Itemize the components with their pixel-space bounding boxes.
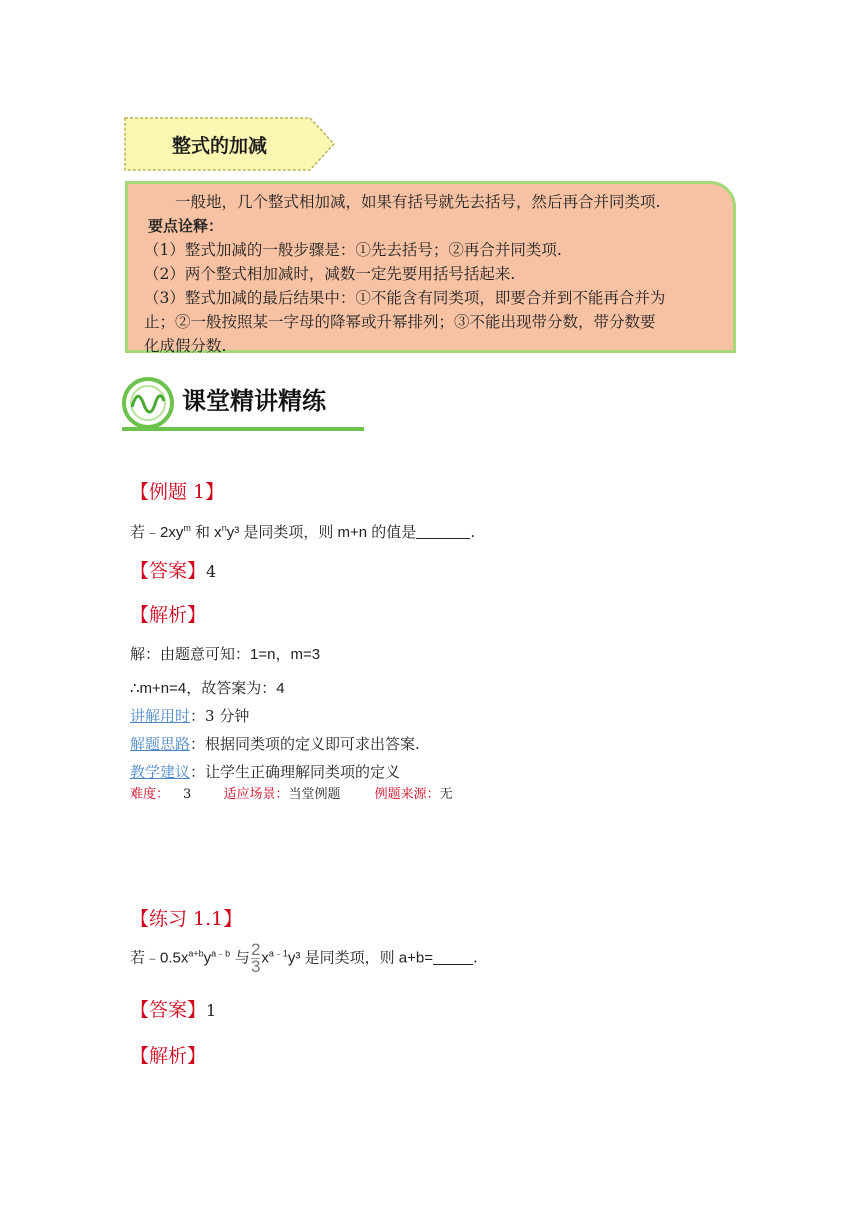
p-sup3: a﹣1 — [268, 948, 288, 959]
example1-question — [130, 521, 475, 542]
scene-value: 当堂例题 — [288, 787, 341, 802]
answer-label: 【答案】 — [130, 560, 207, 582]
fraction-two-thirds — [251, 942, 260, 975]
q-sup-n: n — [221, 523, 227, 533]
answer-blank — [433, 950, 473, 965]
idea-row — [130, 733, 420, 754]
q-end: . — [470, 523, 476, 541]
answer-value: 4 — [206, 562, 217, 581]
p-y: y — [203, 949, 212, 967]
q-prefix: 若﹣2xy — [130, 524, 184, 541]
answer-value: 1 — [206, 1001, 217, 1020]
idea-value: ：根据同类项的定义即可求出答案. — [190, 735, 420, 753]
note-line: 化成假分数. — [144, 337, 227, 355]
example1-heading: 【例题 1】 — [130, 481, 225, 503]
note-line: （1）整式加减的一般步骤是：①先去括号；②再合并同类项. — [144, 241, 562, 259]
note-line: （3）整式加减的最后结果中：①不能含有同类项，即要合并到不能再合并为 — [144, 289, 666, 307]
key-notes-box — [125, 181, 736, 353]
p-rest: y³ 是同类项，则 a+b= — [287, 949, 433, 967]
meta-row — [130, 783, 453, 802]
practice1-heading: 【练习 1.1】 — [130, 908, 243, 930]
q-mid2: y³ 是同类项，则 m+n 的值是 — [226, 524, 417, 541]
p-sup1: a+b — [188, 948, 204, 959]
practice1-analysis-label: 【解析】 — [130, 1045, 207, 1067]
p-x: x — [261, 949, 269, 967]
p-sup2: a﹣b — [211, 948, 231, 959]
time-row — [130, 705, 249, 726]
p-prefix: 若﹣0.5x — [130, 949, 189, 967]
keypoint-label: 要点诠释： — [148, 217, 224, 235]
source-value: 无 — [439, 787, 453, 802]
solution-line-1: 解：由题意可知：1=n，m=3 — [130, 646, 321, 663]
section-header — [120, 375, 365, 435]
note-line: 止；②一般按照某一字母的降幂或升幂排列；③不能出现带分数，带分数要 — [144, 313, 656, 331]
p-with: 与 — [230, 948, 250, 967]
example1-answer — [130, 556, 216, 583]
advice-row — [130, 761, 400, 782]
time-value: ：3 分钟 — [190, 707, 250, 725]
answer-label: 【答案】 — [130, 999, 207, 1021]
q-mid: 和 x — [190, 524, 222, 541]
source-label: 例题来源： — [374, 787, 440, 802]
q-sup-m: m — [183, 523, 191, 533]
solution-line-2: ∴m+n=4，故答案为：4 — [130, 680, 285, 697]
frac-den: 3 — [250, 957, 261, 976]
idea-label[interactable]: 解题思路 — [130, 735, 191, 753]
practice1-question — [130, 942, 478, 975]
practice1-answer — [130, 995, 216, 1022]
difficulty-label: 难度： — [130, 787, 170, 802]
advice-value: ：让学生正确理解同类项的定义 — [190, 763, 401, 781]
note-line: （2）两个整式相加减时，减数一定先要用括号括起来. — [144, 265, 516, 283]
scene-label: 适应场景： — [223, 787, 289, 802]
p-end: . — [472, 948, 478, 967]
banner-title: 整式的加减 — [172, 135, 268, 157]
topic-banner — [124, 117, 334, 169]
difficulty-value: 3 — [183, 787, 192, 802]
section-title: 课堂精讲精练 — [182, 387, 326, 415]
answer-blank — [416, 524, 470, 539]
notes-intro: 一般地，几个整式相加减，如果有括号就先去括号，然后再合并同类项. — [175, 193, 661, 211]
frac-num: 2 — [250, 940, 261, 959]
analysis-label: 【解析】 — [130, 604, 207, 626]
advice-label[interactable]: 教学建议 — [130, 763, 191, 781]
time-label[interactable]: 讲解用时 — [130, 707, 191, 725]
